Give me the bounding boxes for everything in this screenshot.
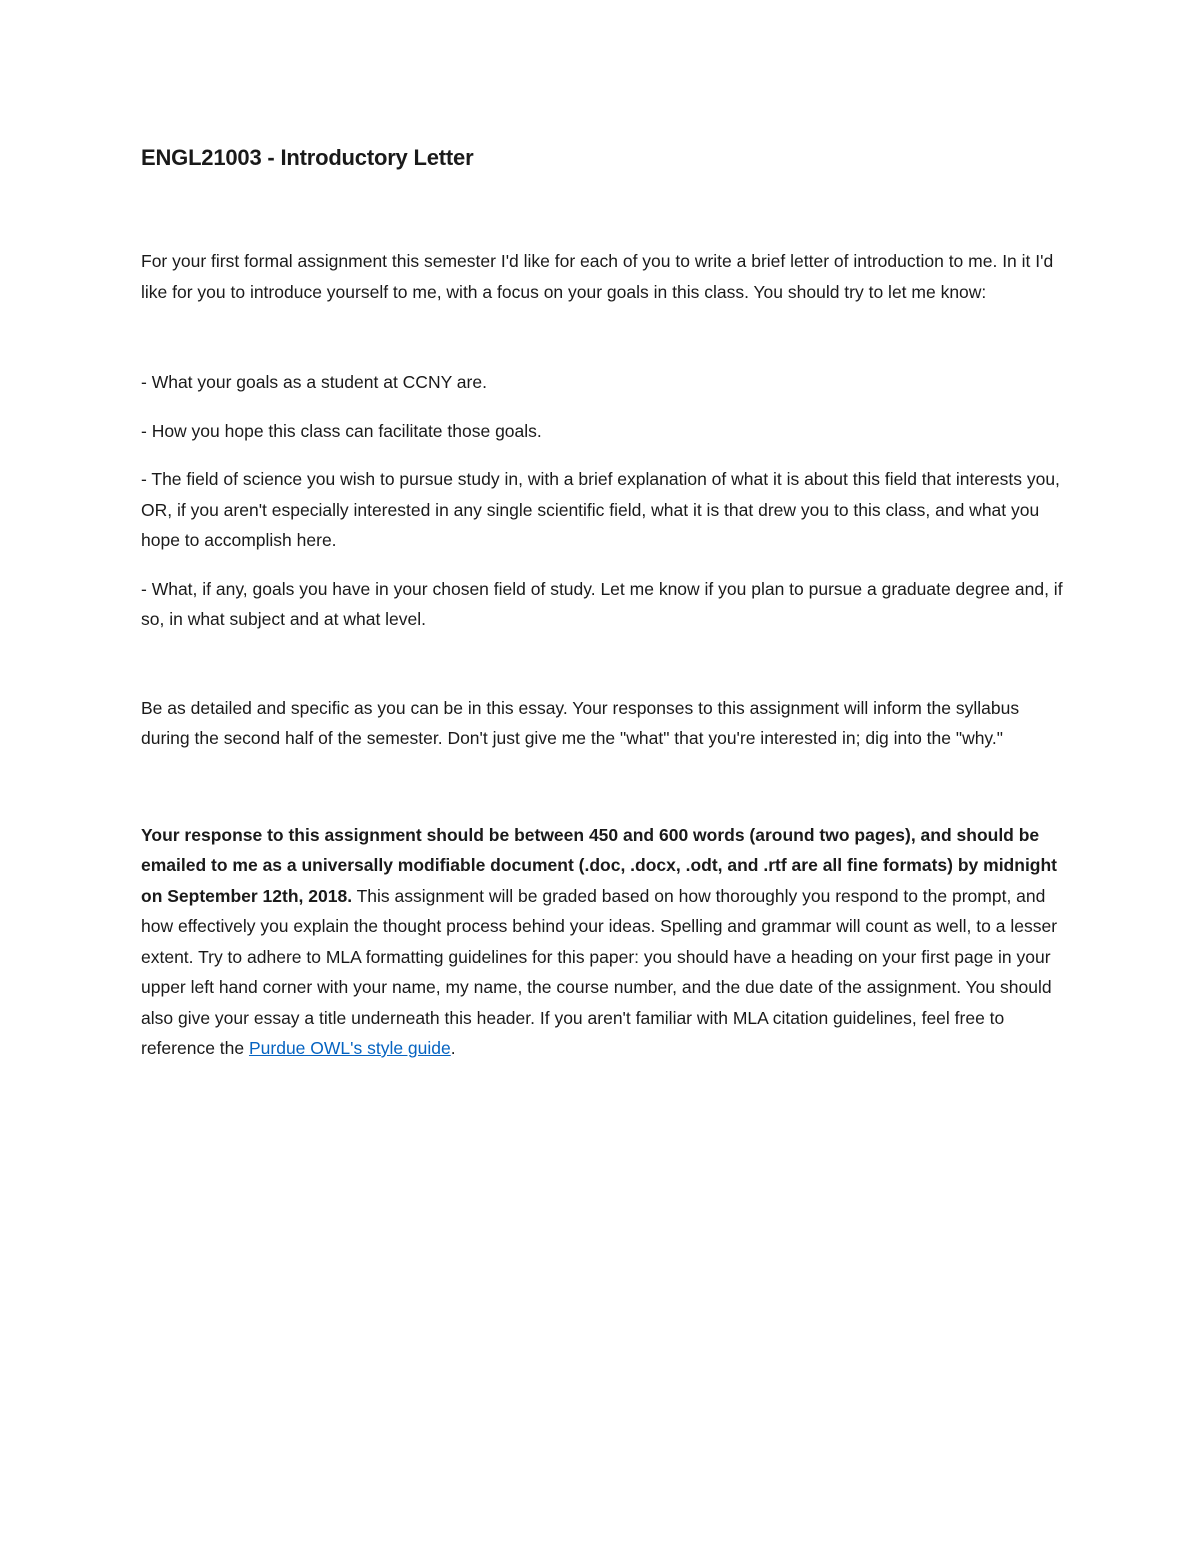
detail-paragraph: Be as detailed and specific as you can be in this essay. Your responses to this assignment will inform the syllabus during the second half of the semester. Don't just give me the "what" that you're interested in; dig into the "why."	[141, 697, 1020, 748]
list-item: - How you hope this class can facilitate those goals.	[141, 420, 542, 441]
document-body	[141, 138, 1066, 1064]
document-title: ENGL21003 - Introductory Letter	[141, 145, 474, 170]
grading-text: This assignment will be graded based on how thoroughly you respond to the prompt, and how effectively you explain the thought process behind your ideas. Spelling and grammar will count as well, to a lesser extent. Try to adhere to MLA formatting guidelines for this paper: you should have a heading on your first page in your upper left hand corner with your name, my name, the course number, and the due date of the assignment. You should also give your essay a title underneath this header. If you aren't familiar with MLA citation guidelines, feel free to reference the	[141, 885, 1058, 1058]
intro-paragraph: For your first formal assignment this semester I'd like for each of you to write a brief letter of introduction to me. In it I'd like for you to introduce yourself to me, with a focus on your goals in this class. You should try to let me know:	[141, 251, 1054, 302]
goals-list	[141, 367, 1066, 635]
list-item: - The field of science you wish to pursue study in, with a brief explanation of what it is about this field that interests you, OR, if you aren't especially interested in any single scientific field, what it is that drew you to this class, and what you hope to accomplish here.	[141, 469, 1060, 550]
purdue-owl-link[interactable]: Purdue OWL's style guide	[248, 1038, 451, 1058]
deadline-bold-text: Your response to this assignment should be between 450 and 600 words (around two pages), and should be emailed to me as a universally modifiable document (.doc, .docx, .odt, and .rtf are all fine formats) by midnight on September 12th, 2018.	[141, 824, 1058, 906]
deadline-paragraph	[141, 820, 1066, 1064]
closing-period: .	[450, 1038, 456, 1058]
list-item: - What your goals as a student at CCNY are.	[141, 372, 487, 392]
list-item: - What, if any, goals you have in your chosen field of study. Let me know if you plan to pursue a graduate degree and, if so, in what subject and at what level.	[141, 578, 1063, 629]
